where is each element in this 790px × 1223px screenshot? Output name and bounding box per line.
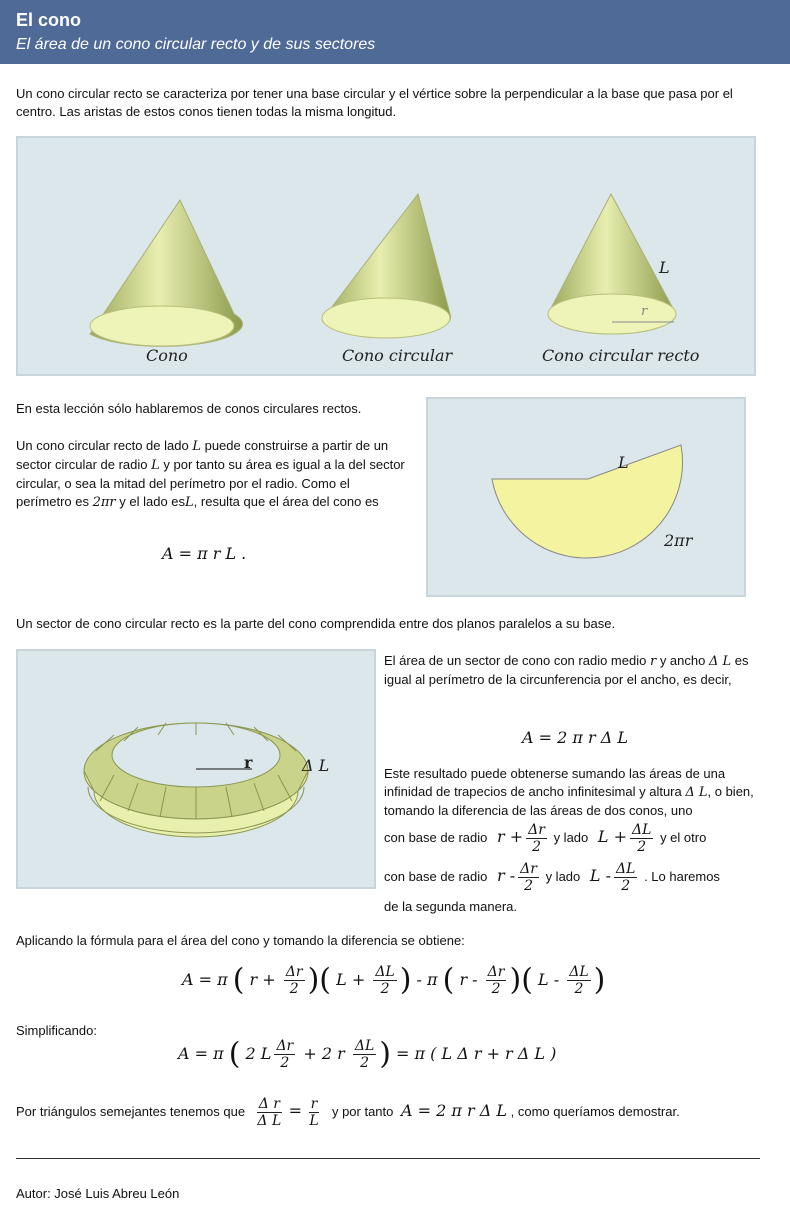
difference-formula: A = π ( r + $\frac{\Delta r}{2}$ )( L + $\frac{\Delta L}{2}$ ) - π ( r - $\frac{\Delta r}{2}$ )( L - $\frac{\Delta L}{2}$ ): [182, 962, 606, 998]
sector-figure: [426, 397, 746, 597]
section2-intro: En esta lección sólo hablaremos de conos circulares rectos.: [16, 401, 362, 416]
simplificando-label: Simplificando:: [16, 1023, 97, 1038]
section2-paragraph: Un cono circular recto de lado L puede construirse a partir de un sector circular de radio L y por tanto su área es igual a la del sector circular, o sea la mitad del perímetro por el radio. Como el perímetro es 2πr y el lado esL, resulta que el área del cono es: [16, 438, 405, 510]
sector-drawing: [428, 399, 744, 595]
circular-sector: [492, 445, 683, 558]
circular-cone-base: [322, 298, 450, 338]
similar-triangles-line: Por triángulos semejantes tenemos que $\frac{\text{Δ r}}{\text{Δ L}}$ = $\frac{r}{L}$ y por tanto A = 2 π r Δ L , como queríamos demostrar.: [16, 1096, 680, 1129]
sector-area-formula: A = 2 π r Δ L: [522, 728, 628, 747]
oblique-cone-base: [90, 306, 234, 346]
intro-paragraph: Un cono circular recto se caracteriza por tener una base circular y el vértice sobre la perpendicular a la base que pasa por el centro. Las aristas de estos conos tienen todas la misma longitud.: [16, 86, 733, 119]
cone-label-r: r: [641, 304, 648, 319]
page-header: [0, 0, 790, 64]
simplified-formula: A = π ( 2 L $\frac{\Delta r}{2}$ + 2 r $\frac{\Delta L}{2}$ ) = π ( L Δ r + r Δ L ): [178, 1036, 557, 1072]
cone-area-formula: A = π r L .: [162, 544, 247, 563]
right-cone-base: [548, 294, 676, 334]
cone-label-L: L: [659, 258, 670, 277]
sector-label-L: L: [618, 453, 629, 472]
caption-cono: Cono: [146, 346, 188, 365]
footer-divider: [16, 1158, 760, 1159]
cones-drawing: [18, 138, 754, 374]
caption-cono-circular-recto: Cono circular recto: [542, 346, 700, 365]
section3-intro: Un sector de cono circular recto es la parte del cono comprendida entre dos planos paralelos a su base.: [16, 616, 616, 631]
frustum-label-r: r: [244, 753, 253, 772]
second-cone-line: con base de radio r - $\frac{\Delta r}{2}$ y lado L - $\frac{\Delta L}{2}$ . Lo haremos: [384, 861, 720, 894]
caption-cono-circular: Cono circular: [342, 346, 453, 365]
frustum-label-dL: Δ L: [302, 756, 330, 775]
author: Autor: José Luis Abreu León: [16, 1186, 180, 1201]
section3-ending: de la segunda manera.: [384, 899, 517, 914]
sector-label-2pir: 2πr: [664, 531, 693, 550]
section4-intro: Aplicando la fórmula para el área del cono y tomando la diferencia se obtiene:: [16, 933, 465, 948]
page-title: El cono: [16, 10, 82, 30]
first-cone-line: con base de radio r + $\frac{\Delta r}{2}$ y lado L + $\frac{\Delta L}{2}$ y el otro: [384, 822, 707, 855]
frustum-figure: [16, 649, 376, 889]
page-subtitle: El área de un cono circular recto y de sus sectores: [16, 36, 376, 53]
section3-explanation: Este resultado puede obtenerse sumando las áreas de una infinidad de trapecios de ancho infinitesimal y altura Δ L, o bien, tomando la diferencia de las áreas de dos conos, uno: [384, 766, 754, 818]
cones-figure: [16, 136, 756, 376]
section3-paragraph: El área de un sector de cono con radio medio r y ancho Δ L es igual al perímetro de la circunferencia por el ancho, es decir,: [384, 653, 749, 687]
